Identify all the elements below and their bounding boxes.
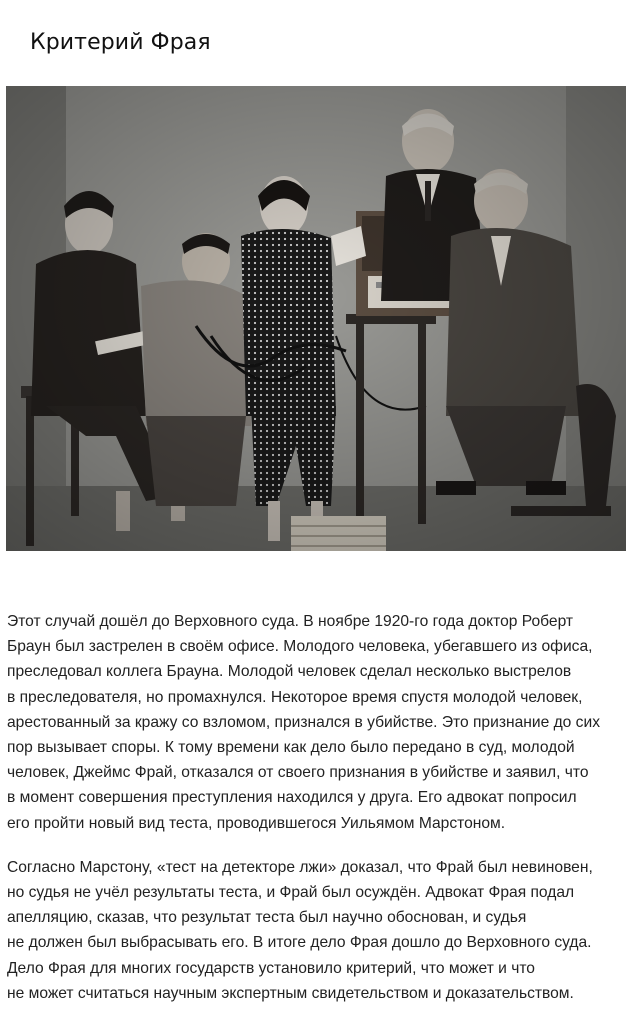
text-line: человек, Джеймс Фрай, отказался от своего признания в убийстве и заявил, что	[7, 764, 589, 782]
article-body	[7, 609, 631, 1006]
text-line: преследовал коллега Брауна. Молодой человек сделал несколько выстрелов	[7, 663, 572, 681]
page-title: Критерий Фрая	[30, 30, 211, 55]
text-line: Дело Фрая для многих государств установило критерий, что может и что	[7, 959, 535, 977]
text-line: Этот случай дошёл до Верховного суда. В ноябре 1920-го года доктор Роберт	[7, 613, 574, 630]
text-line: апелляцию, сказав, что результат теста был научно обоснован, и судья	[7, 909, 527, 927]
text-line: арестованный за кражу со взломом, признался в убийстве. Это признание до сих	[7, 713, 600, 731]
text-line: его пройти новый вид теста, проводившегося Уильямом Марстоном.	[7, 814, 506, 832]
article-photo	[6, 86, 626, 551]
text-line: но судья не учёл результаты теста, и Фрай был осуждён. Адвокат Фрая подал	[7, 884, 575, 902]
article-paragraph	[7, 855, 631, 1006]
text-line: не может считаться научным экспертным свидетельством и доказательством.	[7, 984, 574, 1002]
article-paragraph	[7, 609, 631, 836]
text-line: Браун был застрелен в своём офисе. Молодого человека, убегавшего из офиса,	[7, 638, 593, 656]
text-line: в момент совершения преступления находился у друга. Его адвокат попросил	[7, 789, 577, 807]
text-line: не должен был выбрасывать его. В итоге дело Фрая дошло до Верховного суда.	[7, 934, 592, 952]
text-line: пор вызывает споры. К тому времени как дело было передано в суд, молодой	[7, 739, 575, 757]
text-line: в преследователя, но промахнулся. Некоторое время спустя молодой человек,	[7, 688, 583, 706]
text-line: Согласно Марстону, «тест на детекторе лжи» доказал, что Фрай был невиновен,	[7, 858, 593, 876]
